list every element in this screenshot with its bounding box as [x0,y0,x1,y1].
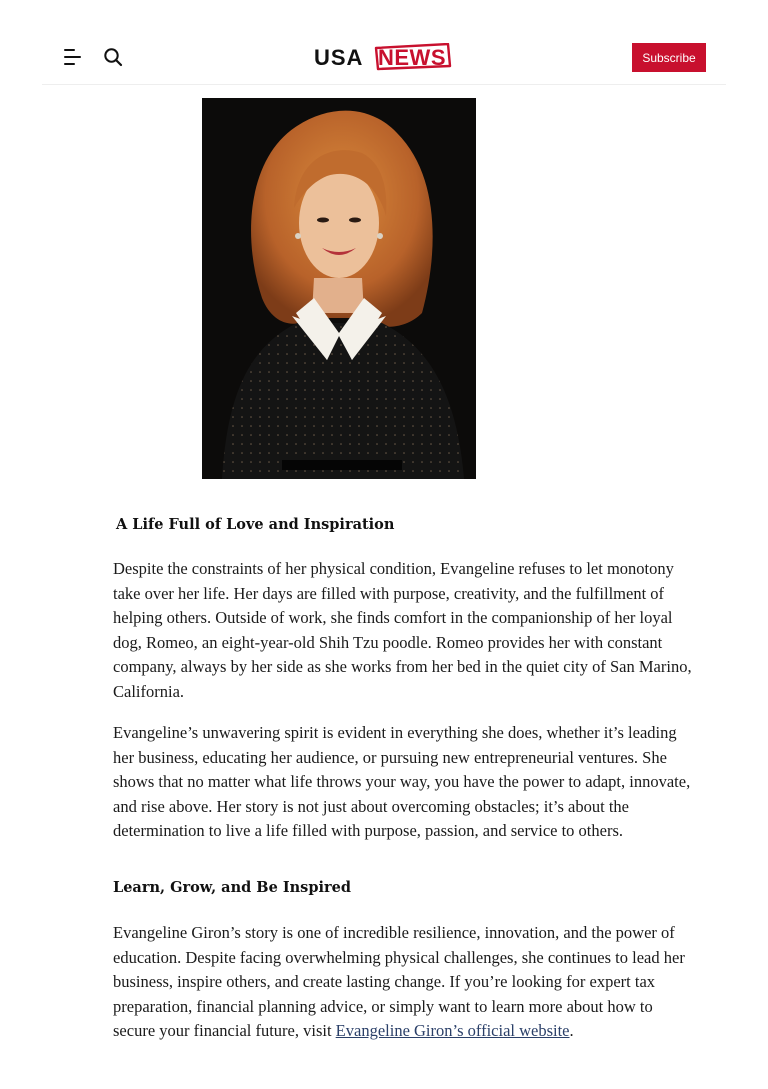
paragraph-learn-text: Evangeline Giron’s story is one of incredible resilience, innovation, and the power of education. Despite facing overwhelming physical challenges, she continues to lead her business, inspire others, and create lasting change. If you’re looking for expert tax preparation, financial planning advice, or simply want to learn more about how to secure your financial future, visit [113,923,685,1040]
menu-icon[interactable] [64,48,84,66]
portrait-photo [202,98,476,479]
search-icon[interactable] [103,47,123,67]
site-header [42,28,726,85]
logo-news-badge [372,43,452,71]
divider [400,854,480,856]
paragraph-life-2: Evangeline’s unwavering spirit is evident in everything she does, whether it’s leading her business, educating her audience, or pursuing new entrepreneurial ventures. She shows that no matter what life throws your way, you have the power to adapt, innovate, and rise above. Her story is not just about overcoming obstacles; it’s about the determination to live a life filled with purpose, passion, and service to others. [113,723,691,840]
section-heading-learn: Learn, Grow, and Be Inspired [113,879,351,896]
logo-usa-text: USA [314,45,364,70]
subscribe-button[interactable]: Subscribe [632,43,706,72]
paragraph-life-1: Despite the constraints of her physical condition, Evangeline refuses to let monotony take over her life. Her days are filled with purpose, creativity, and the fulfillment of helping others. Outside of work, she finds comfort in the companionship of her loyal dog, Romeo, an eight-year-old Shih Tzu poodle. Romeo provides her with constant company, always by her side as she works from her bed in the quiet city of San Marino, California. [113,559,692,701]
paragraph-learn [113,921,698,1044]
section-heading-life: A Life Full of Love and Inspiration [116,516,395,533]
paragraph-learn-end: . [569,1021,574,1040]
logo-news-text: NEWS [378,45,446,70]
site-logo[interactable] [314,41,454,73]
official-website-link[interactable]: Evangeline Giron’s official website [335,1021,570,1040]
